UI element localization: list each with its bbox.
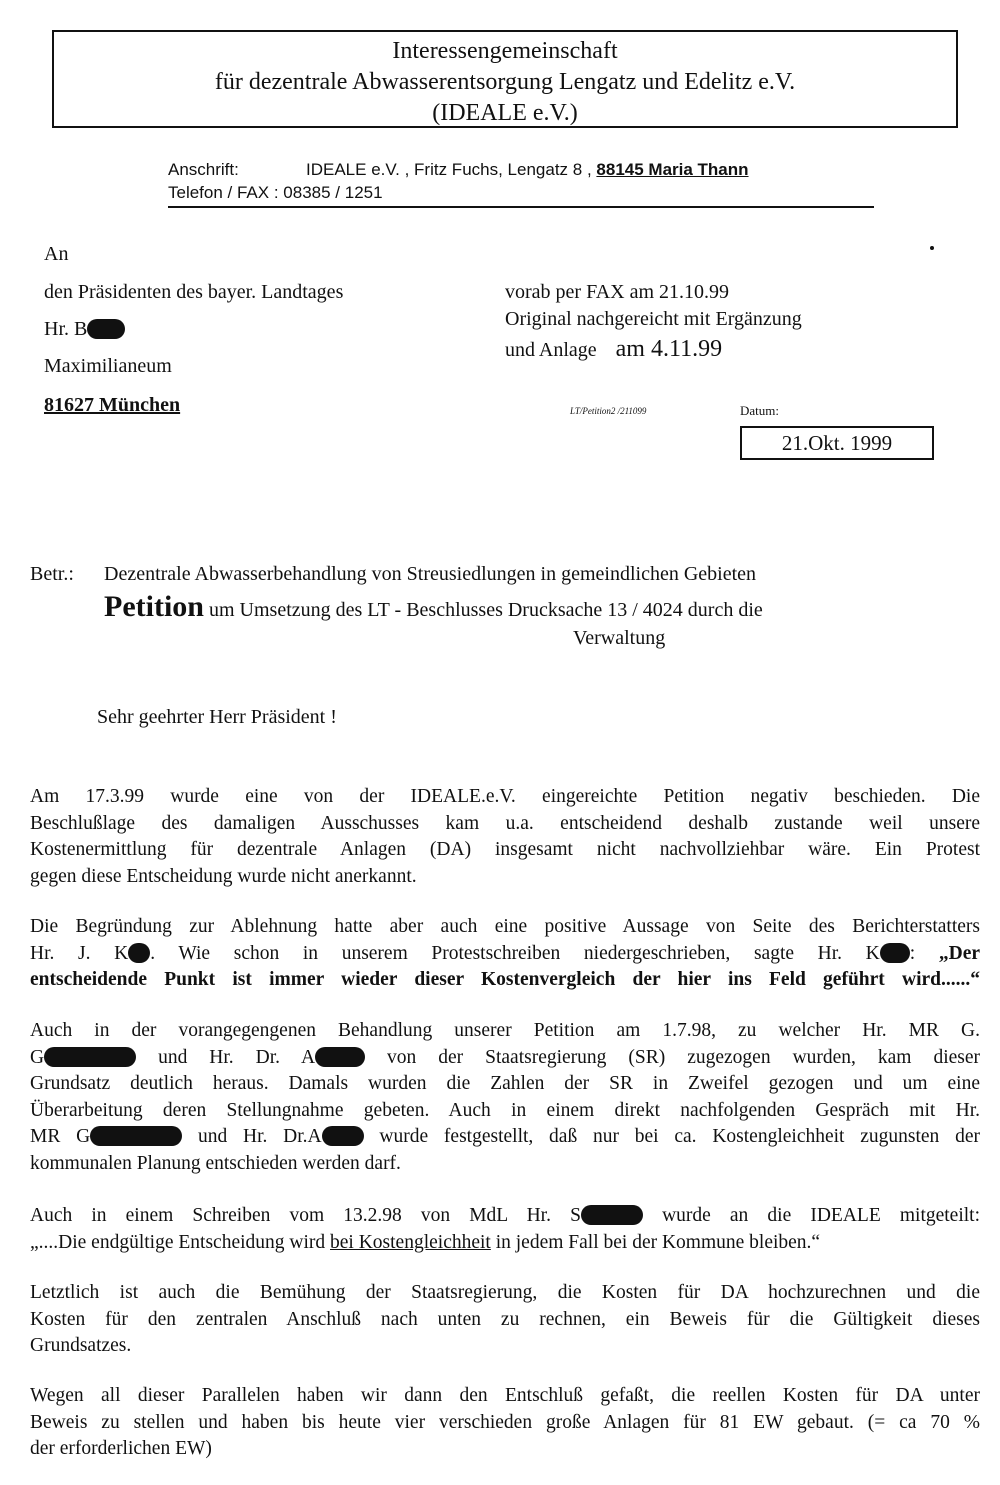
- paragraph-line: Kosten für den zentralen Anschluß nach unten zu rechnen, ein Beweis für die Gültigkeit dieses: [30, 1308, 980, 1330]
- paragraph-line: Grundsatz deutlich heraus. Damals wurden die Zahlen der SR in Zweifel gezogen und um eine: [30, 1073, 980, 1095]
- text-fragment: in jedem Fall bei der Kommune bleiben.“: [495, 1231, 821, 1253]
- redaction-mark: [581, 1205, 643, 1225]
- address-label: Anschrift:: [168, 160, 239, 179]
- redaction-mark: [87, 319, 125, 339]
- fax-note-line-2: Original nachgereicht mit Ergänzung: [505, 308, 802, 330]
- redaction-mark: [90, 1126, 182, 1146]
- paragraph-line: entscheidende Punkt ist immer wieder dieser Kostenvergleich der hier ins Feld geführt wird......“: [30, 969, 980, 991]
- address-city: 88145 Maria Thann: [596, 160, 749, 179]
- subject-line-1: Dezentrale Abwasserbehandlung von Streusiedlungen in gemeindlichen Gebieten: [104, 563, 757, 585]
- paragraph-line: [30, 1045, 980, 1072]
- paragraph-line: Wegen all dieser Parallelen haben wir dann den Entschluß gefaßt, die reellen Kosten für DA unter: [30, 1385, 980, 1406]
- redaction-mark: [322, 1126, 364, 1146]
- paragraph-line: der erforderlichen EW): [30, 1438, 212, 1460]
- text-fragment: :: [909, 942, 916, 964]
- text-fragment: wurde festgestellt, daß nur bei ca. Kostengleichheit zugunsten der: [379, 1126, 980, 1148]
- fax-note-line-3: [505, 336, 722, 363]
- paragraph-5: [30, 1280, 980, 1360]
- paragraph-3: [30, 1018, 980, 1178]
- paragraph-line: Am 17.3.99 wurde eine von der IDEALE.e.V. eingereichte Petition negativ beschieden. Die: [30, 786, 980, 807]
- subject-line-3: Verwaltung: [573, 627, 666, 649]
- text-fragment: und Hr. Dr.A: [198, 1126, 322, 1148]
- paragraph-6: [30, 1383, 980, 1463]
- paragraph-line: kommunalen Planung entschieden werden darf.: [30, 1152, 401, 1174]
- redaction-mark: [315, 1047, 365, 1067]
- paragraph-line: Kostenermittlung für dezentrale Anlagen (DA) insgesamt nicht nachvollziehbar wäre. Ein Protest: [30, 839, 980, 861]
- text-fragment: wurde an die IDEALE mitgeteilt:: [662, 1205, 981, 1226]
- paragraph-line: Grundsatzes.: [30, 1335, 132, 1357]
- reference-code: LT/Petition2 /211099: [570, 406, 647, 416]
- redaction-mark: [128, 943, 150, 963]
- recipient-line-1: den Präsidenten des bayer. Landtages: [44, 281, 344, 303]
- redaction-mark: [880, 943, 910, 963]
- letterhead-line-2: für dezentrale Abwasserentsorgung Lengatz und Edelitz e.V.: [214, 69, 796, 95]
- fax-note-date: am 4.11.99: [615, 336, 723, 362]
- letterhead-line-3: (IDEALE e.V.): [432, 100, 578, 126]
- datum-value: 21.Okt. 1999: [781, 431, 893, 455]
- fax-note-anlage: und Anlage: [505, 339, 597, 361]
- recipient-city: 81627 München: [44, 394, 181, 416]
- datum-box: [740, 426, 934, 460]
- paragraph-line: gegen diese Entscheidung wurde nicht anerkannt.: [30, 865, 417, 887]
- subject-label: Betr.:: [30, 563, 74, 585]
- paragraph-line: [30, 1124, 980, 1151]
- subject-line-2: [104, 590, 763, 624]
- paragraph-line: [30, 941, 980, 968]
- fax-note-line-1: vorab per FAX am 21.10.99: [505, 281, 730, 303]
- paragraph-line: Beweis zu stellen und haben bis heute vier verschieden große Anlagen für 81 EW gebaut. (= ca 70 %: [30, 1411, 980, 1433]
- stray-mark: [930, 246, 934, 250]
- recipient-name-prefix: Hr. B: [44, 318, 88, 340]
- text-fragment: . Wie schon in unserem Protestschreiben niedergeschrieben, sagte Hr. K: [150, 942, 880, 964]
- text-fragment: Auch in einem Schreiben vom 13.2.98 von MdL Hr. S: [30, 1205, 581, 1226]
- text-fragment: von der Staatsregierung (SR) zugezogen wurden, kam dieser: [387, 1046, 981, 1068]
- address-rule: [168, 206, 874, 208]
- text-fragment: Hr. J. K: [30, 942, 129, 964]
- text-fragment: G: [30, 1046, 45, 1068]
- address-street: IDEALE e.V. , Fritz Fuchs, Lengatz 8 ,: [306, 160, 592, 179]
- recipient-line-3: Maximilianeum: [44, 355, 172, 377]
- text-fragment: MR G: [30, 1126, 91, 1148]
- recipient-an: An: [44, 243, 69, 265]
- underlined-phrase: bei Kostengleichheit: [330, 1231, 491, 1253]
- redaction-mark: [44, 1047, 136, 1067]
- text-fragment: „....Die endgültige Entscheidung wird: [30, 1231, 326, 1253]
- paragraph-2: [30, 914, 980, 994]
- paragraph-line: Letztlich ist auch die Bemühung der Staatsregierung, die Kosten für DA hochzurechnen und die: [30, 1282, 980, 1303]
- telefon-label: Telefon / FAX: [168, 183, 270, 202]
- paragraph-line: Die Begründung zur Ablehnung hatte aber auch eine positive Aussage von Seite des Berichterstatters: [30, 916, 980, 937]
- paragraph-line: Beschlußlage des damaligen Ausschusses kam u.a. entscheidend deshalb zustande weil unsere: [30, 812, 980, 834]
- paragraph-4: [30, 1203, 980, 1256]
- telefon-value: : 08385 / 1251: [273, 183, 383, 202]
- paragraph-line: Auch in der vorangegengenen Behandlung unserer Petition am 1.7.98, zu welcher Hr. MR G.: [30, 1020, 980, 1041]
- address-text: [306, 160, 749, 180]
- subject-line-2-text: um Umsetzung des LT - Beschlusses Drucksache 13 / 4024 durch die: [208, 599, 763, 621]
- recipient-name: [44, 318, 125, 341]
- letterhead-line-1: Interessengemeinschaft: [392, 38, 618, 64]
- text-fragment: und Hr. Dr. A: [158, 1046, 316, 1068]
- salutation: Sehr geehrter Herr Präsident !: [97, 706, 337, 728]
- telefon-line: [168, 183, 383, 203]
- petition-word: Petition: [104, 590, 204, 623]
- datum-label: Datum:: [740, 403, 779, 418]
- paragraph-line: Überarbeitung deren Stellungnahme gebeten. Auch in einem direkt nachfolgenden Gespräch mit Hr.: [30, 1099, 980, 1121]
- paragraph-line: [30, 1230, 980, 1257]
- quote-start: „Der: [938, 942, 981, 964]
- letterhead-box: [52, 30, 958, 128]
- paragraph-1: [30, 784, 980, 890]
- paragraph-line: [30, 1203, 980, 1230]
